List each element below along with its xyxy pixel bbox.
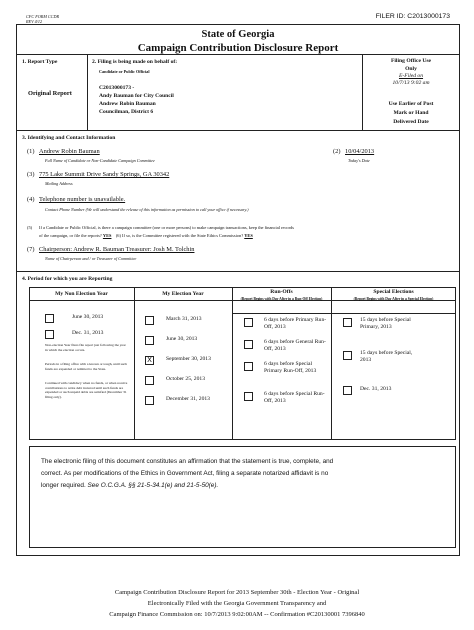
mailing-address: 775 Lake Summit Drive Sandy Springs, GA 30342 — [39, 171, 170, 178]
col-runoffs-title: Run-Offs — [270, 289, 293, 295]
col-special-title: Special Elections — [373, 289, 414, 295]
candidate-name-caption: Full Name of Candidate or Non-Candidate Campaign Committee — [45, 158, 155, 163]
chairperson-caption: Name of Chairperson and / or Treasurer of Committee — [45, 256, 137, 261]
office-use-title: Filing Office Use — [390, 58, 432, 64]
col-runoffs-sub: (Report Begins with Day After in a Run-Off Election) — [240, 297, 323, 301]
report-date-caption: Today's Date — [348, 158, 370, 163]
affirmation-line-3: longer required. See O.C.G.A. §§ 21-5-34.1(e) and 21-5-50(e). — [41, 482, 219, 489]
committee-question-2: of the campaign, or file the reports? YES (6) If so, is the Committee registered with the State Ethics Commission? YES — [39, 233, 253, 238]
form-code: CFC FORM CCDR — [26, 14, 60, 19]
non-election-note-2: Periods in a filing office with a known or tough, until such funds are expended or remitted to the State. — [45, 362, 127, 371]
checkbox-special-runoff[interactable] — [244, 392, 253, 401]
candidate-name: Andrew Robin Bauman — [39, 148, 100, 155]
footer-line-2: Electronically Filed with the Georgia Government Transparency and — [147, 600, 327, 607]
checkbox-june-30-non-election[interactable] — [45, 314, 54, 323]
checkbox-special[interactable] — [343, 351, 352, 360]
period-label: 15 days before Special, 2013 — [360, 350, 413, 363]
office-note-3: Delivered Date — [393, 119, 429, 125]
period-label: 6 days before General Run-Off, 2013 — [264, 339, 326, 352]
period-label: Dec. 31, 2013 — [360, 386, 392, 392]
checkbox-october-25[interactable] — [145, 376, 154, 385]
filer-line-1: C2013000173 - — [99, 85, 135, 91]
filer-id: FILER ID: C2013000173 — [375, 13, 450, 20]
efiled-label: E-Filed on — [398, 73, 424, 79]
checkbox-june-30[interactable] — [145, 336, 154, 345]
period-label: June 30, 2013 — [166, 336, 198, 342]
col-non-election-title: My Non Election Year — [55, 291, 108, 297]
period-label: 15 days before Special Primary, 2013 — [360, 317, 411, 330]
section1-heading: 1. Report Type — [22, 59, 58, 65]
section4-heading: 4. Period for which you are Reporting — [22, 276, 113, 282]
office-note-2: Mark or Hand — [393, 110, 429, 116]
report-date: 10/04/2013 — [345, 148, 375, 155]
checkbox-september-30[interactable]: X — [145, 356, 154, 365]
checkbox-march-31[interactable] — [145, 316, 154, 325]
affirmation-line-1: The electronic filing of this document constitutes an affirmation that the statement is true, complete, and — [41, 458, 334, 465]
period-label: 6 days before Special Primary Run-Off, 2013 — [264, 361, 317, 374]
form-revision: REV 4/12 — [26, 19, 43, 24]
filer-line-4: Councilman, District 6 — [99, 109, 154, 115]
checkbox-general-runoff[interactable] — [244, 340, 253, 349]
checkbox-december-31[interactable] — [145, 396, 154, 405]
period-label: Dec. 31, 2013 — [72, 330, 104, 336]
office-note-1: Use Earlier of Post — [388, 101, 434, 107]
phone-caption: Contact Phone Number (We will understand the release of this information as permission to call your office if necessary.) — [45, 207, 249, 212]
non-election-note-1: Non-election Year filers file report just following the year in which the election occurs. — [45, 343, 126, 352]
committee-question-1: (5) If a Candidate or Public Official, is there a campaign committee (one or more persons) to make campaign transactions, keep the financial records — [27, 225, 294, 230]
footer-line-1: Campaign Contribution Disclosure Report for 2013 September 30th - Election Year - Original — [114, 589, 360, 596]
affirmation-line-2: correct. As per modifications of the Ethics in Government Act, filing a separate notarized affidavit is no — [41, 470, 329, 477]
checkbox-primary-runoff[interactable] — [244, 318, 253, 327]
committee-answer: YES — [102, 233, 112, 238]
period-label: March 31, 2013 — [166, 316, 202, 322]
chairperson: Chairperson: Andrew R. Bauman Treasurer: Josh M. Tolchin — [39, 246, 195, 253]
period-label: September 30, 2013 — [166, 356, 211, 362]
non-election-note-3: Continued with candidacy when no funds, or when receive contributions to retire debt incurred until such funds are expended or such unpaid debts are satisfied (December 31 filing only). — [45, 381, 128, 399]
section3-heading: 3. Identifying and Contact Information — [22, 135, 116, 141]
filer-line-3: Andrew Robin Bauman — [99, 101, 156, 107]
chairperson-row: (7) Chairperson: Andrew R. Bauman Treasurer: Josh M. Tolchin — [27, 246, 195, 253]
state-title: State of Georgia — [201, 29, 275, 40]
phone-row: (4) Telephone number is unavailable. — [27, 196, 126, 203]
period-label: 6 days before Special Run-Off, 2013 — [264, 391, 325, 404]
address-caption: Mailing Address — [45, 181, 73, 186]
report-title: Campaign Contribution Disclosure Report — [137, 42, 339, 54]
checkbox-dec-31-non-election[interactable] — [45, 330, 54, 339]
footer-line-3: Campaign Finance Commission on: 10/7/2013 9:02:00AM -- Confirmation #C20130001 7396840 — [109, 611, 365, 618]
filer-line-2: Andy Bauman for City Council — [99, 93, 174, 99]
phone: Telephone number is unavailable. — [39, 196, 126, 203]
col-election-title: My Election Year — [162, 291, 204, 297]
report-type-value: Original Report — [28, 90, 72, 97]
efiled-datetime: 10/7/13 9:02 am — [392, 80, 430, 86]
checkbox-special-primary[interactable] — [343, 318, 352, 327]
period-label: December 31, 2013 — [166, 396, 210, 402]
office-use-only: Only — [405, 66, 417, 72]
report-date-row: (2) 10/04/2013 — [333, 148, 375, 155]
registered-answer: YES — [244, 233, 253, 238]
candidate-name-row: (1) Andrew Robin Bauman — [27, 148, 100, 155]
period-label: October 25, 2013 — [166, 376, 205, 382]
checkbox-special-dec-31[interactable] — [343, 386, 352, 395]
period-label: June 30, 2013 — [72, 314, 104, 320]
section2-sub: Candidate or Public Official — [99, 69, 150, 74]
col-special-sub: (Report Begins with Day After in a Special Election) — [353, 297, 434, 301]
section2-heading: 2. Filing is being made on behalf of: — [92, 59, 178, 65]
checkbox-special-primary-runoff[interactable] — [244, 362, 253, 371]
period-label: 6 days before Primary Run-Off, 2013 — [264, 317, 327, 330]
address-row: (3) 775 Lake Summit Drive Sandy Springs, GA 30342 — [27, 171, 170, 178]
